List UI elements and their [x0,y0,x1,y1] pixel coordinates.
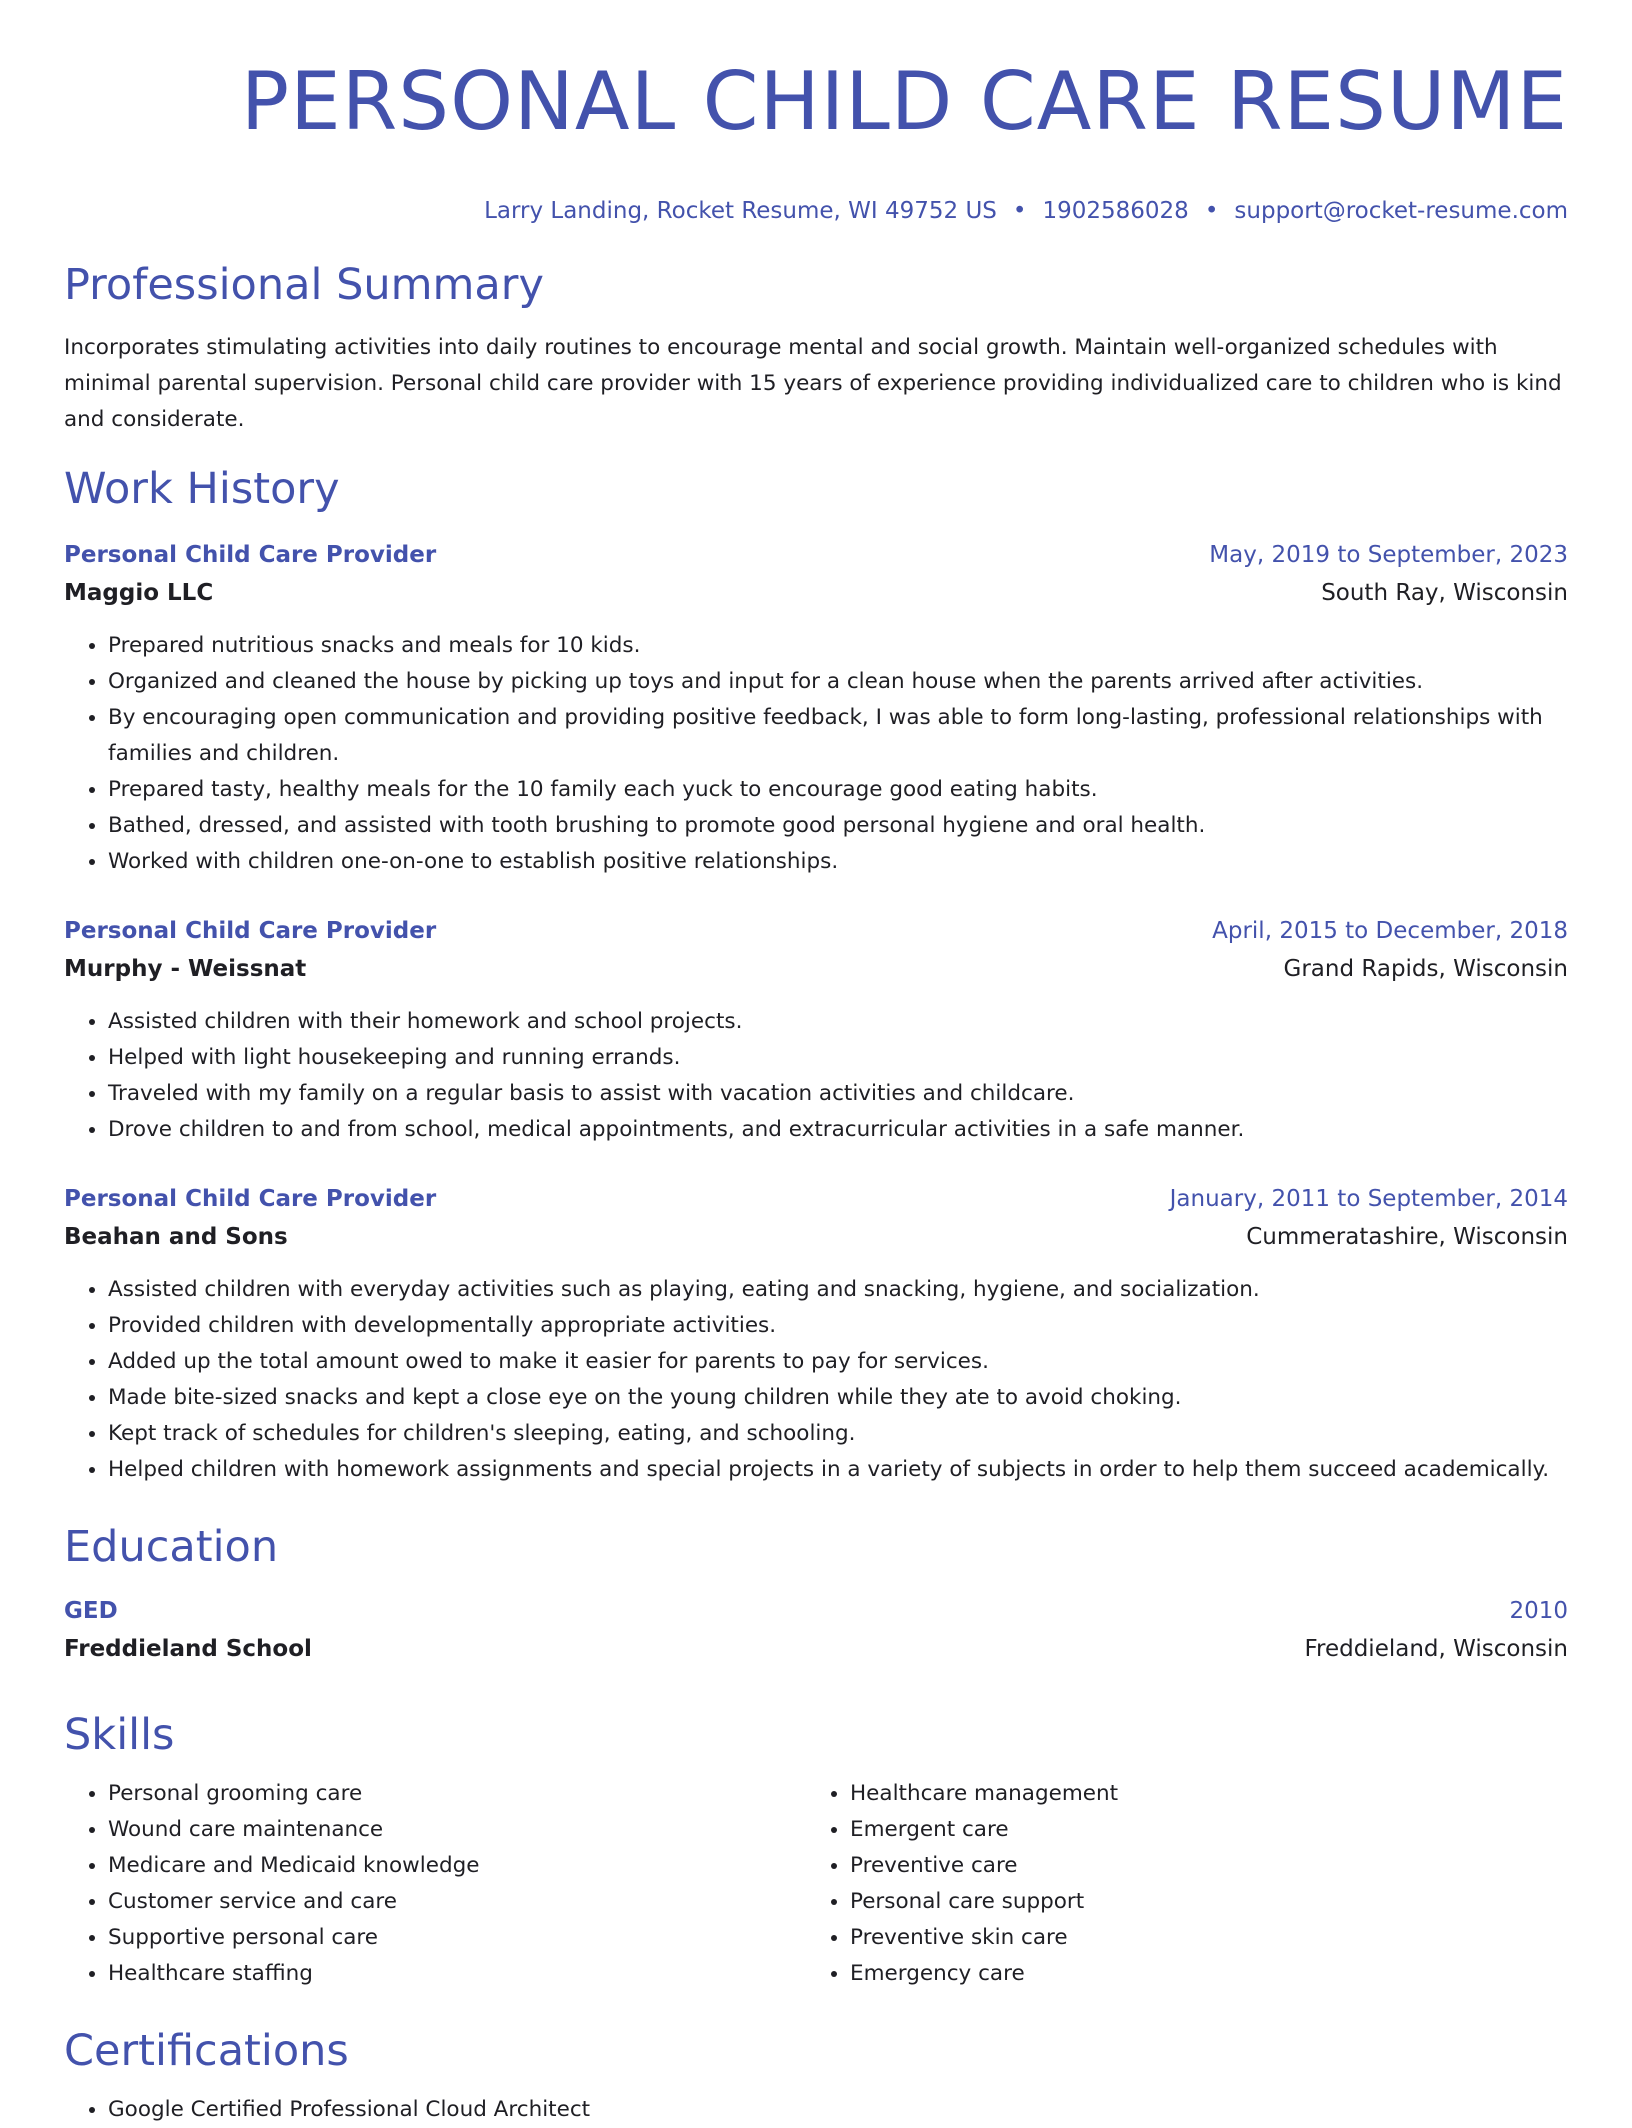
list-item: • Added up the total amount owed to make it easier for parents to pay for services. [108,1344,1568,1380]
contact-email: support@rocket-resume.com [1234,198,1568,224]
job-entry [64,912,1568,1148]
contact-address: Larry Landing, Rocket Resume, WI 49752 US [484,198,997,224]
job-company: Maggio LLC [64,580,214,606]
job-location: South Ray, Wisconsin [1321,580,1568,606]
list-item: • Bathed, dressed, and assisted with tooth brushing to promote good personal hygiene and oral health. [108,808,1568,844]
contact-line [64,196,1568,226]
list-item: • Provided children with developmentally appropriate activities. [108,1308,1568,1344]
list-item: • Healthcare management [850,1776,1548,1812]
job-company: Murphy - Weissnat [64,956,307,982]
contact-phone: 1902586028 [1042,198,1189,224]
education-degree: GED [64,1598,118,1624]
education-year: 2010 [1509,1598,1568,1624]
skills-section [64,1708,1568,1992]
job-bullets [64,628,1568,880]
list-item: • Drove children to and from school, medical appointments, and extracurricular activities in a safe manner. [108,1112,1568,1148]
job-position: Personal Child Care Provider [64,542,437,568]
education-section [64,1520,1568,1668]
section-heading-certifications: Certifications [64,2026,349,2076]
list-item: • Wound care maintenance [108,1812,806,1848]
list-item: • Made bite-sized snacks and kept a close eye on the young children while they ate to avoid choking. [108,1380,1568,1416]
list-item: • Google Certified Professional Cloud Architect [108,2092,1568,2128]
list-item: • Assisted children with everyday activities such as playing, eating and snacking, hygiene, and socialization. [108,1272,1568,1308]
summary-section [64,258,1568,438]
list-item: • Personal care support [850,1884,1548,1920]
skills-list-left [64,1776,806,1992]
education-location: Freddieland, Wisconsin [1304,1636,1568,1662]
list-item: • Healthcare staffing [108,1956,806,1992]
job-entry [64,1180,1568,1488]
summary-text: Incorporates stimulating activities into daily routines to encourage mental and social growth. Maintain well-organized schedules with minimal parental supervision. Personal child care provider with 15 years of experience providing individualized care to children who is kind and considerate. [64,335,1562,432]
job-dates: April, 2015 to December, 2018 [1212,918,1568,944]
list-item: • Traveled with my family on a regular basis to assist with vacation activities and childcare. [108,1076,1568,1112]
section-heading-education: Education [64,1522,279,1572]
job-location: Cummeratashire, Wisconsin [1246,1224,1568,1250]
list-item: • Prepared tasty, healthy meals for the 10 family each yuck to encourage good eating habits. [108,772,1568,808]
job-bullets [64,1272,1568,1488]
job-bullets [64,1004,1568,1148]
job-entry [64,536,1568,880]
list-item: • By encouraging open communication and providing positive feedback, I was able to form long-lasting, professional relationships with families and children. [108,700,1568,772]
job-dates: January, 2011 to September, 2014 [1169,1186,1568,1212]
separator-dot: • [1012,198,1027,224]
list-item: • Assisted children with their homework and school projects. [108,1004,1568,1040]
section-heading-work: Work History [64,464,340,514]
work-history-section [64,462,1568,516]
list-item: • Preventive skin care [850,1920,1548,1956]
job-position: Personal Child Care Provider [64,1186,437,1212]
section-heading-summary: Professional Summary [64,260,544,310]
job-position: Personal Child Care Provider [64,918,437,944]
list-item: • Organized and cleaned the house by picking up toys and input for a clean house when the parents arrived after activities. [108,664,1568,700]
list-item: • Prepared nutritious snacks and meals for 10 kids. [108,628,1568,664]
certifications-section [64,2024,1568,2128]
list-item: • Worked with children one-on-one to establish positive relationships. [108,844,1568,880]
section-heading-skills: Skills [64,1710,175,1760]
job-company: Beahan and Sons [64,1224,288,1250]
list-item: • Kept track of schedules for children's sleeping, eating, and schooling. [108,1416,1568,1452]
certifications-list [64,2092,1568,2128]
list-item: • Emergent care [850,1812,1548,1848]
list-item: • Preventive care [850,1848,1548,1884]
list-item: • Personal grooming care [108,1776,806,1812]
list-item: • Helped with light housekeeping and running errands. [108,1040,1568,1076]
list-item: • Supportive personal care [108,1920,806,1956]
resume-title: PERSONAL CHILD CARE RESUME [240,55,1568,148]
education-school: Freddieland School [64,1636,312,1662]
job-location: Grand Rapids, Wisconsin [1283,956,1568,982]
skills-columns [64,1776,1568,1992]
list-item: • Customer service and care [108,1884,806,1920]
job-dates: May, 2019 to September, 2023 [1209,542,1568,568]
separator-dot: • [1204,198,1219,224]
list-item: • Helped children with homework assignments and special projects in a variety of subjects in order to help them succeed academically. [108,1452,1568,1488]
list-item: • Emergency care [850,1956,1548,1992]
skills-list-right [806,1776,1548,1992]
list-item: • Medicare and Medicaid knowledge [108,1848,806,1884]
